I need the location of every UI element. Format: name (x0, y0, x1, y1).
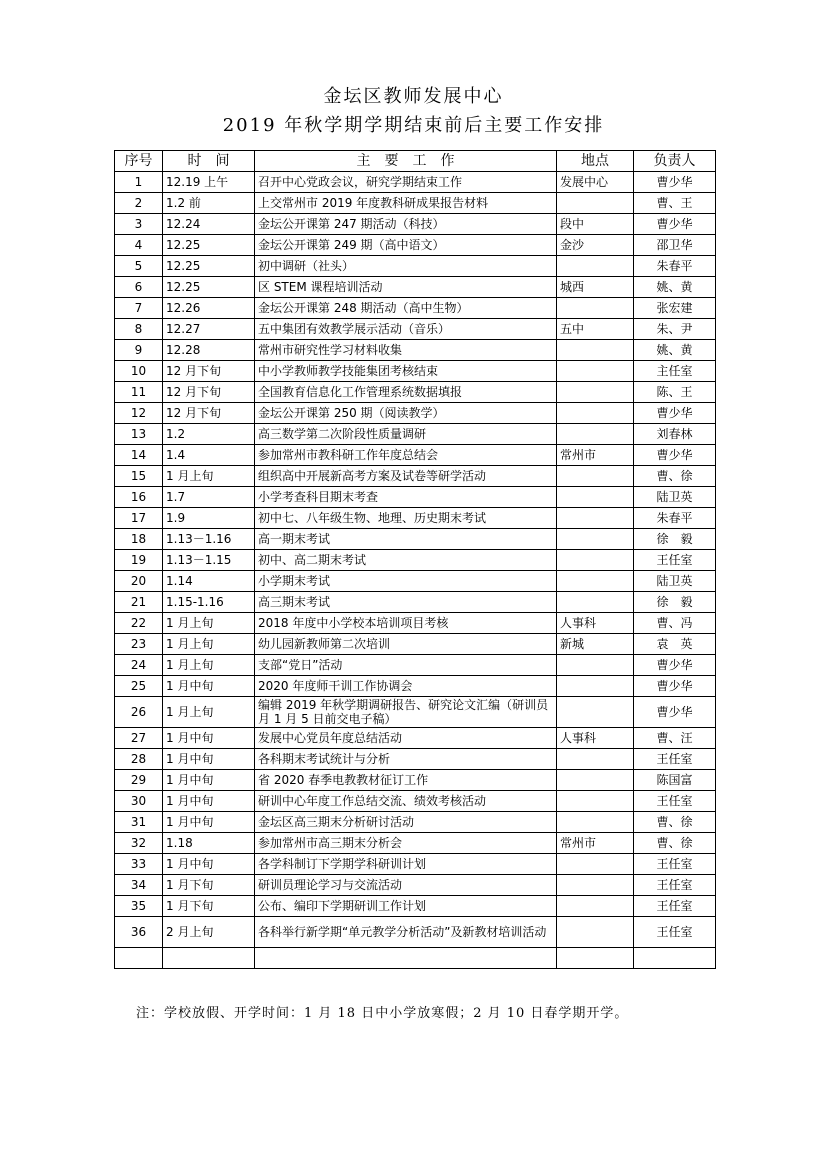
cell-place (557, 256, 634, 277)
table-row (115, 256, 716, 277)
cell-time: 1 月上旬 (163, 634, 255, 655)
cell-no: 29 (115, 770, 163, 791)
cell-task: 初中调研（社头） (255, 256, 557, 277)
cell-no: 6 (115, 277, 163, 298)
table-row (115, 770, 716, 791)
cell-time: 1.2 前 (163, 193, 255, 214)
table-row (115, 948, 716, 969)
cell-no (115, 948, 163, 969)
cell-task: 初中七、八年级生物、地理、历史期末考试 (255, 508, 557, 529)
cell-time: 1 月中旬 (163, 770, 255, 791)
cell-person: 邵卫华 (634, 235, 716, 256)
table-row (115, 613, 716, 634)
cell-person: 王任室 (634, 749, 716, 770)
cell-task: 中小学教师教学技能集团考核结束 (255, 361, 557, 382)
cell-place (557, 749, 634, 770)
table-row (115, 571, 716, 592)
cell-task: 初中、高二期末考试 (255, 550, 557, 571)
cell-task: 幼儿园新教师第二次培训 (255, 634, 557, 655)
cell-place: 常州市 (557, 833, 634, 854)
table-row (115, 466, 716, 487)
cell-task: 金坛公开课第 248 期活动（高中生物） (255, 298, 557, 319)
cell-task: 参加常州市教科研工作年度总结会 (255, 445, 557, 466)
cell-time: 1 月上旬 (163, 613, 255, 634)
cell-place: 新城 (557, 634, 634, 655)
header-task: 主 要 工 作 (255, 151, 557, 172)
table-row (115, 172, 716, 193)
cell-person: 王任室 (634, 917, 716, 948)
cell-time: 1.18 (163, 833, 255, 854)
cell-time: 1 月中旬 (163, 676, 255, 697)
cell-no: 18 (115, 529, 163, 550)
cell-person: 徐 毅 (634, 592, 716, 613)
table-row (115, 655, 716, 676)
document-title: 金坛区教师发展中心 (323, 86, 504, 107)
cell-no: 24 (115, 655, 163, 676)
cell-time: 1 月中旬 (163, 749, 255, 770)
cell-no: 28 (115, 749, 163, 770)
cell-place (557, 382, 634, 403)
document-subtitle: 2019 年秋学期学期结束前后主要工作安排 (222, 115, 605, 136)
cell-person: 王任室 (634, 896, 716, 917)
cell-no: 10 (115, 361, 163, 382)
cell-place: 发展中心 (557, 172, 634, 193)
cell-time: 1.13－1.15 (163, 550, 255, 571)
cell-no: 3 (115, 214, 163, 235)
cell-task: 常州市研究性学习材料收集 (255, 340, 557, 361)
cell-task: 各学科制订下学期学科研训计划 (255, 854, 557, 875)
cell-place (557, 948, 634, 969)
cell-task: 2018 年度中小学校本培训项目考核 (255, 613, 557, 634)
cell-time: 12 月下旬 (163, 403, 255, 424)
cell-no: 15 (115, 466, 163, 487)
cell-no: 16 (115, 487, 163, 508)
table-header-row (115, 151, 716, 172)
cell-place (557, 550, 634, 571)
cell-time: 1.7 (163, 487, 255, 508)
cell-person: 曹、徐 (634, 833, 716, 854)
table-row (115, 917, 716, 948)
cell-person: 袁 英 (634, 634, 716, 655)
cell-place: 金沙 (557, 235, 634, 256)
cell-no: 20 (115, 571, 163, 592)
table-row (115, 382, 716, 403)
table-row (115, 592, 716, 613)
table-row (115, 487, 716, 508)
cell-place (557, 340, 634, 361)
table-row (115, 833, 716, 854)
cell-task: 2020 年度师干训工作协调会 (255, 676, 557, 697)
table-row (115, 728, 716, 749)
cell-time: 1 月上旬 (163, 655, 255, 676)
cell-no: 22 (115, 613, 163, 634)
cell-time: 1.13－1.16 (163, 529, 255, 550)
cell-task: 省 2020 春季电教教材征订工作 (255, 770, 557, 791)
cell-place: 常州市 (557, 445, 634, 466)
cell-place (557, 676, 634, 697)
cell-place: 人事科 (557, 613, 634, 634)
cell-time: 1 月下旬 (163, 875, 255, 896)
cell-time: 12.26 (163, 298, 255, 319)
cell-no: 7 (115, 298, 163, 319)
cell-no: 1 (115, 172, 163, 193)
cell-time: 1.4 (163, 445, 255, 466)
cell-no: 11 (115, 382, 163, 403)
cell-time: 12.19 上午 (163, 172, 255, 193)
table-body (115, 172, 716, 969)
cell-task: 公布、编印下学期研训工作计划 (255, 896, 557, 917)
cell-time: 12.25 (163, 277, 255, 298)
cell-person: 陆卫英 (634, 571, 716, 592)
cell-place (557, 403, 634, 424)
table-row (115, 697, 716, 728)
cell-task: 召开中心党政会议，研究学期结束工作 (255, 172, 557, 193)
cell-no: 13 (115, 424, 163, 445)
cell-time: 12 月下旬 (163, 361, 255, 382)
cell-task: 小学考查科目期末考查 (255, 487, 557, 508)
cell-person: 王任室 (634, 854, 716, 875)
cell-person: 曹、冯 (634, 613, 716, 634)
cell-place (557, 193, 634, 214)
table-row (115, 319, 716, 340)
cell-no: 23 (115, 634, 163, 655)
cell-no: 4 (115, 235, 163, 256)
cell-place: 段中 (557, 214, 634, 235)
cell-person: 朱春平 (634, 256, 716, 277)
cell-no: 30 (115, 791, 163, 812)
cell-task: 研训员理论学习与交流活动 (255, 875, 557, 896)
cell-no: 36 (115, 917, 163, 948)
cell-task: 小学期末考试 (255, 571, 557, 592)
cell-no: 5 (115, 256, 163, 277)
cell-time: 1.14 (163, 571, 255, 592)
cell-task: 高三数学第二次阶段性质量调研 (255, 424, 557, 445)
cell-task: 发展中心党员年度总结活动 (255, 728, 557, 749)
cell-place (557, 466, 634, 487)
cell-person: 曹少华 (634, 172, 716, 193)
cell-time: 12.28 (163, 340, 255, 361)
table-row (115, 193, 716, 214)
header-place: 地点 (557, 151, 634, 172)
cell-place (557, 812, 634, 833)
cell-place (557, 424, 634, 445)
cell-time: 1 月中旬 (163, 812, 255, 833)
cell-person: 曹少华 (634, 676, 716, 697)
cell-time: 2 月上旬 (163, 917, 255, 948)
cell-time: 1.9 (163, 508, 255, 529)
cell-person: 王任室 (634, 791, 716, 812)
cell-task: 组织高中开展新高考方案及试卷等研学活动 (255, 466, 557, 487)
table-row (115, 508, 716, 529)
schedule-table (114, 150, 716, 969)
cell-person: 曹、徐 (634, 466, 716, 487)
cell-person: 曹、徐 (634, 812, 716, 833)
cell-person: 曹少华 (634, 697, 716, 728)
cell-person: 曹、汪 (634, 728, 716, 749)
cell-no: 19 (115, 550, 163, 571)
table-row (115, 361, 716, 382)
cell-task: 五中集团有效教学展示活动（音乐） (255, 319, 557, 340)
table-row (115, 875, 716, 896)
cell-task: 各科期末考试统计与分析 (255, 749, 557, 770)
table-row (115, 445, 716, 466)
cell-no: 12 (115, 403, 163, 424)
cell-time: 1 月中旬 (163, 854, 255, 875)
table-row (115, 277, 716, 298)
cell-place (557, 655, 634, 676)
cell-place: 五中 (557, 319, 634, 340)
cell-person (634, 948, 716, 969)
cell-no: 33 (115, 854, 163, 875)
cell-place (557, 896, 634, 917)
cell-no: 34 (115, 875, 163, 896)
cell-place (557, 571, 634, 592)
cell-task: 高一期末考试 (255, 529, 557, 550)
cell-no: 8 (115, 319, 163, 340)
cell-place (557, 770, 634, 791)
cell-task: 金坛区高三期末分析研讨活动 (255, 812, 557, 833)
cell-time: 12.25 (163, 256, 255, 277)
table-row (115, 676, 716, 697)
cell-person: 曹少华 (634, 655, 716, 676)
cell-place (557, 917, 634, 948)
table-row (115, 749, 716, 770)
cell-place (557, 487, 634, 508)
table-row (115, 298, 716, 319)
cell-task: 全国教育信息化工作管理系统数据填报 (255, 382, 557, 403)
cell-time: 12.25 (163, 235, 255, 256)
cell-no: 25 (115, 676, 163, 697)
header-time: 时 间 (163, 151, 255, 172)
table-row (115, 854, 716, 875)
cell-no: 9 (115, 340, 163, 361)
cell-task: 研训中心年度工作总结交流、绩效考核活动 (255, 791, 557, 812)
cell-time: 12.24 (163, 214, 255, 235)
cell-person: 徐 毅 (634, 529, 716, 550)
cell-time: 12.27 (163, 319, 255, 340)
cell-time: 1 月中旬 (163, 728, 255, 749)
cell-person: 姚、黄 (634, 340, 716, 361)
cell-time: 12 月下旬 (163, 382, 255, 403)
cell-person: 曹少华 (634, 403, 716, 424)
cell-place: 城西 (557, 277, 634, 298)
cell-task: 金坛公开课第 249 期（高中语文） (255, 235, 557, 256)
cell-person: 王任室 (634, 875, 716, 896)
cell-task: 各科举行新学期“单元教学分析活动”及新教材培训活动 (255, 917, 557, 948)
cell-time: 1.15-1.16 (163, 592, 255, 613)
cell-person: 陆卫英 (634, 487, 716, 508)
cell-no: 32 (115, 833, 163, 854)
cell-time (163, 948, 255, 969)
cell-task: 高三期末考试 (255, 592, 557, 613)
table-row (115, 791, 716, 812)
cell-person: 姚、黄 (634, 277, 716, 298)
cell-task: 金坛公开课第 250 期（阅读教学） (255, 403, 557, 424)
cell-place: 人事科 (557, 728, 634, 749)
cell-time: 1 月上旬 (163, 466, 255, 487)
header-person: 负责人 (634, 151, 716, 172)
cell-person: 朱春平 (634, 508, 716, 529)
cell-place (557, 529, 634, 550)
cell-person: 陈国富 (634, 770, 716, 791)
cell-place (557, 791, 634, 812)
cell-time: 1.2 (163, 424, 255, 445)
cell-task: 参加常州市高三期末分析会 (255, 833, 557, 854)
header-no: 序号 (115, 151, 163, 172)
cell-person: 张宏建 (634, 298, 716, 319)
cell-no: 35 (115, 896, 163, 917)
table-row (115, 550, 716, 571)
cell-person: 陈、王 (634, 382, 716, 403)
cell-time: 1 月中旬 (163, 791, 255, 812)
cell-place (557, 592, 634, 613)
cell-time: 1 月下旬 (163, 896, 255, 917)
table-row (115, 634, 716, 655)
cell-person: 主任室 (634, 361, 716, 382)
cell-person: 朱、尹 (634, 319, 716, 340)
table-row (115, 214, 716, 235)
cell-person: 曹、王 (634, 193, 716, 214)
cell-place (557, 361, 634, 382)
cell-no: 31 (115, 812, 163, 833)
cell-person: 王任室 (634, 550, 716, 571)
cell-no: 17 (115, 508, 163, 529)
cell-no: 14 (115, 445, 163, 466)
cell-place (557, 697, 634, 728)
cell-task: 编辑 2019 年秋学期调研报告、研究论文汇编（研训员月 1 月 5 日前交电子稿） (255, 697, 557, 728)
cell-time: 1 月上旬 (163, 697, 255, 728)
table-row (115, 403, 716, 424)
table-row (115, 812, 716, 833)
cell-no: 21 (115, 592, 163, 613)
cell-no: 2 (115, 193, 163, 214)
cell-task: 支部“党日”活动 (255, 655, 557, 676)
cell-place (557, 298, 634, 319)
table-row (115, 424, 716, 445)
footnote: 注：学校放假、开学时间：1 月 18 日中小学放寒假；2 月 10 日春学期开学。 (136, 1006, 629, 1021)
cell-place (557, 508, 634, 529)
table-row (115, 340, 716, 361)
table-row (115, 529, 716, 550)
table-row (115, 896, 716, 917)
cell-task (255, 948, 557, 969)
cell-place (557, 875, 634, 896)
cell-person: 刘春林 (634, 424, 716, 445)
cell-task: 金坛公开课第 247 期活动（科技） (255, 214, 557, 235)
cell-place (557, 854, 634, 875)
cell-task: 上交常州市 2019 年度教科研成果报告材料 (255, 193, 557, 214)
cell-no: 27 (115, 728, 163, 749)
cell-person: 曹少华 (634, 214, 716, 235)
cell-no: 26 (115, 697, 163, 728)
cell-task: 区 STEM 课程培训活动 (255, 277, 557, 298)
table-row (115, 235, 716, 256)
cell-person: 曹少华 (634, 445, 716, 466)
